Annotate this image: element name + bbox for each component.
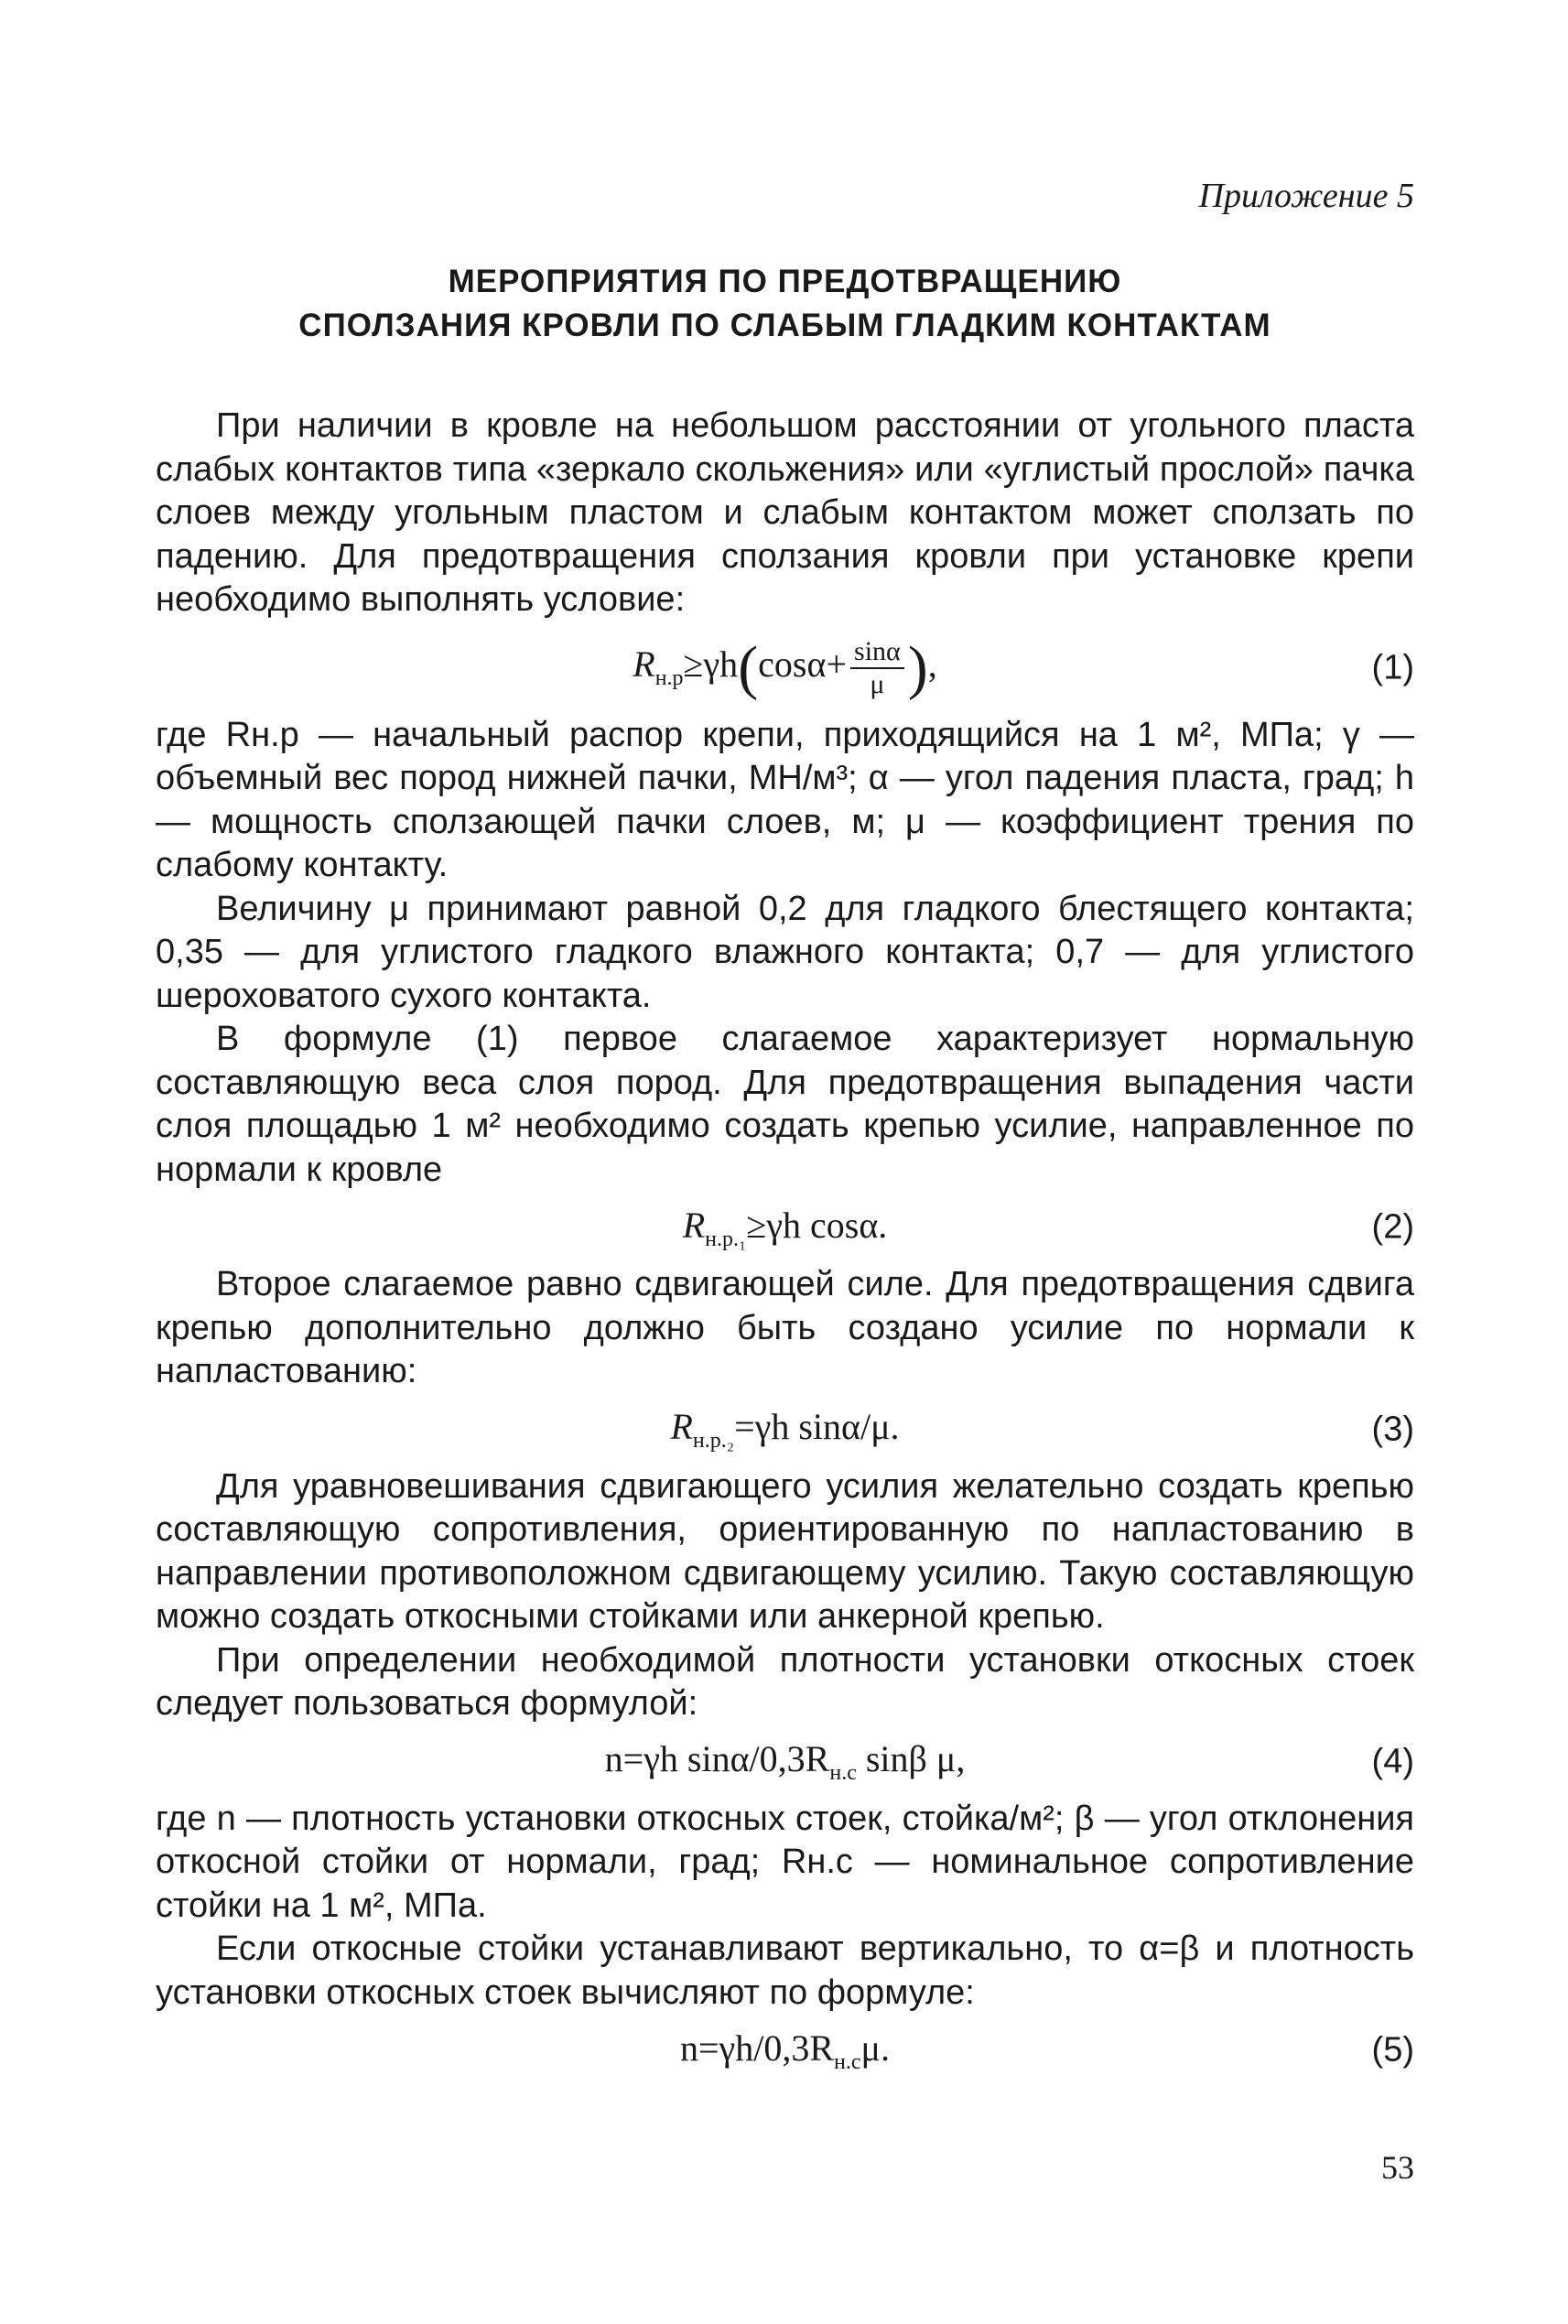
- formula-4-number: (4): [1371, 1742, 1414, 1780]
- page-number: 53: [1381, 2149, 1414, 2186]
- formula-1: [156, 622, 1414, 714]
- paragraph-5: Второе слагаемое равно сдвигающей силе. Для предотвращения сдвига крепью дополнительно должно быть создано усилие по нормали к напластованию:: [156, 1265, 1414, 1390]
- title-line-1: МЕРОПРИЯТИЯ ПО ПРЕДОТВРАЩЕНИЮ: [448, 264, 1122, 299]
- formula-1-number: (1): [1371, 648, 1414, 686]
- paragraph-7: При определении необходимой плотности установки откосных стоек следует пользоваться формулой:: [156, 1640, 1414, 1723]
- formula-5-number: (5): [1371, 2030, 1414, 2070]
- page-title: [156, 260, 1414, 348]
- formula-4: [156, 1726, 1414, 1798]
- paragraph-2: где Rн.р — начальный распор крепи, приходящийся на 1 м², МПа; γ — объемный вес пород нижней пачки, МН/м³; α — угол падения пласта, град; h — мощность сползающей пачки слоев, м; μ — коэффициент трения по слабому контакту.: [156, 715, 1414, 884]
- formula-2-number: (2): [1371, 1207, 1414, 1247]
- paragraph-1: При наличии в кровле на небольшом расстоянии от угольного пласта слабых контактов типа «зеркало скольжения» или «углистый прослой» пачка слоев между угольным пластом и слабым контактом может сползать по падению. Для предотвращения сползания кровли при установке крепи необходимо выполнять условие:: [156, 406, 1414, 619]
- formula-5-expression: $n=\gamma h/0,3R_{н.с}\mu$.: [680, 2027, 890, 2074]
- appendix-label: Приложение 5: [1198, 177, 1414, 215]
- paragraph-6: Для уравновешивания сдвигающего усилия желательно создать крепью составляющую сопротивления, ориентированную по напластованию в направлении противоположном сдвигающему усилию. Такую составляющую можно создать откосными стойками или анкерной крепью.: [156, 1466, 1414, 1636]
- paragraph-9: Если откосные стойки устанавливают вертикально, то α=β и плотность установки откосных стоек вычисляют по формуле:: [156, 1929, 1414, 2012]
- paragraph-8: где n — плотность установки откосных стоек, стойка/м²; β — угол отклонения откосной стойки от нормали, град; Rн.с — номинальное сопротивление стойки на 1 м², МПа.: [156, 1799, 1414, 1925]
- formula-5: [156, 2015, 1414, 2086]
- formula-2-expression: $R_{н.р._1}\ge\gamma h$ cosα.: [682, 1204, 888, 1251]
- formula-3: [156, 1394, 1414, 1465]
- formula-1-expression: $R_{н.р}\ge\gamma h(\cos\alpha+$ $\frac{\sin\alpha}{\mu}$ ),: [633, 633, 937, 701]
- formula-2: [156, 1192, 1414, 1263]
- formula-3-number: (3): [1371, 1410, 1414, 1448]
- formula-3-expression: $R_{н.р._2}=\gamma h$ sinα/μ.: [670, 1406, 900, 1453]
- paragraph-4: В формуле (1) первое слагаемое характеризует нормальную составляющую веса слоя пород. Для предотвращения выпадения части слоя площадью 1 м² необходимо создать крепью усилие, направленное по нормали к кровле: [156, 1020, 1414, 1189]
- formula-4-expression: n=γh sinα/$0,3R_{н.с}$ sinβ μ,: [604, 1738, 966, 1785]
- title-line-2: СПОЛЗАНИЯ КРОВЛИ ПО СЛАБЫМ ГЛАДКИМ КОНТАКТАМ: [298, 308, 1271, 343]
- document-page: [156, 156, 1414, 2086]
- paragraph-3: Величину μ принимают равной 0,2 для гладкого блестящего контакта; 0,35 — для углистого гладкого влажного контакта; 0,7 — для углистого шероховатого сухого контакта.: [156, 889, 1414, 1015]
